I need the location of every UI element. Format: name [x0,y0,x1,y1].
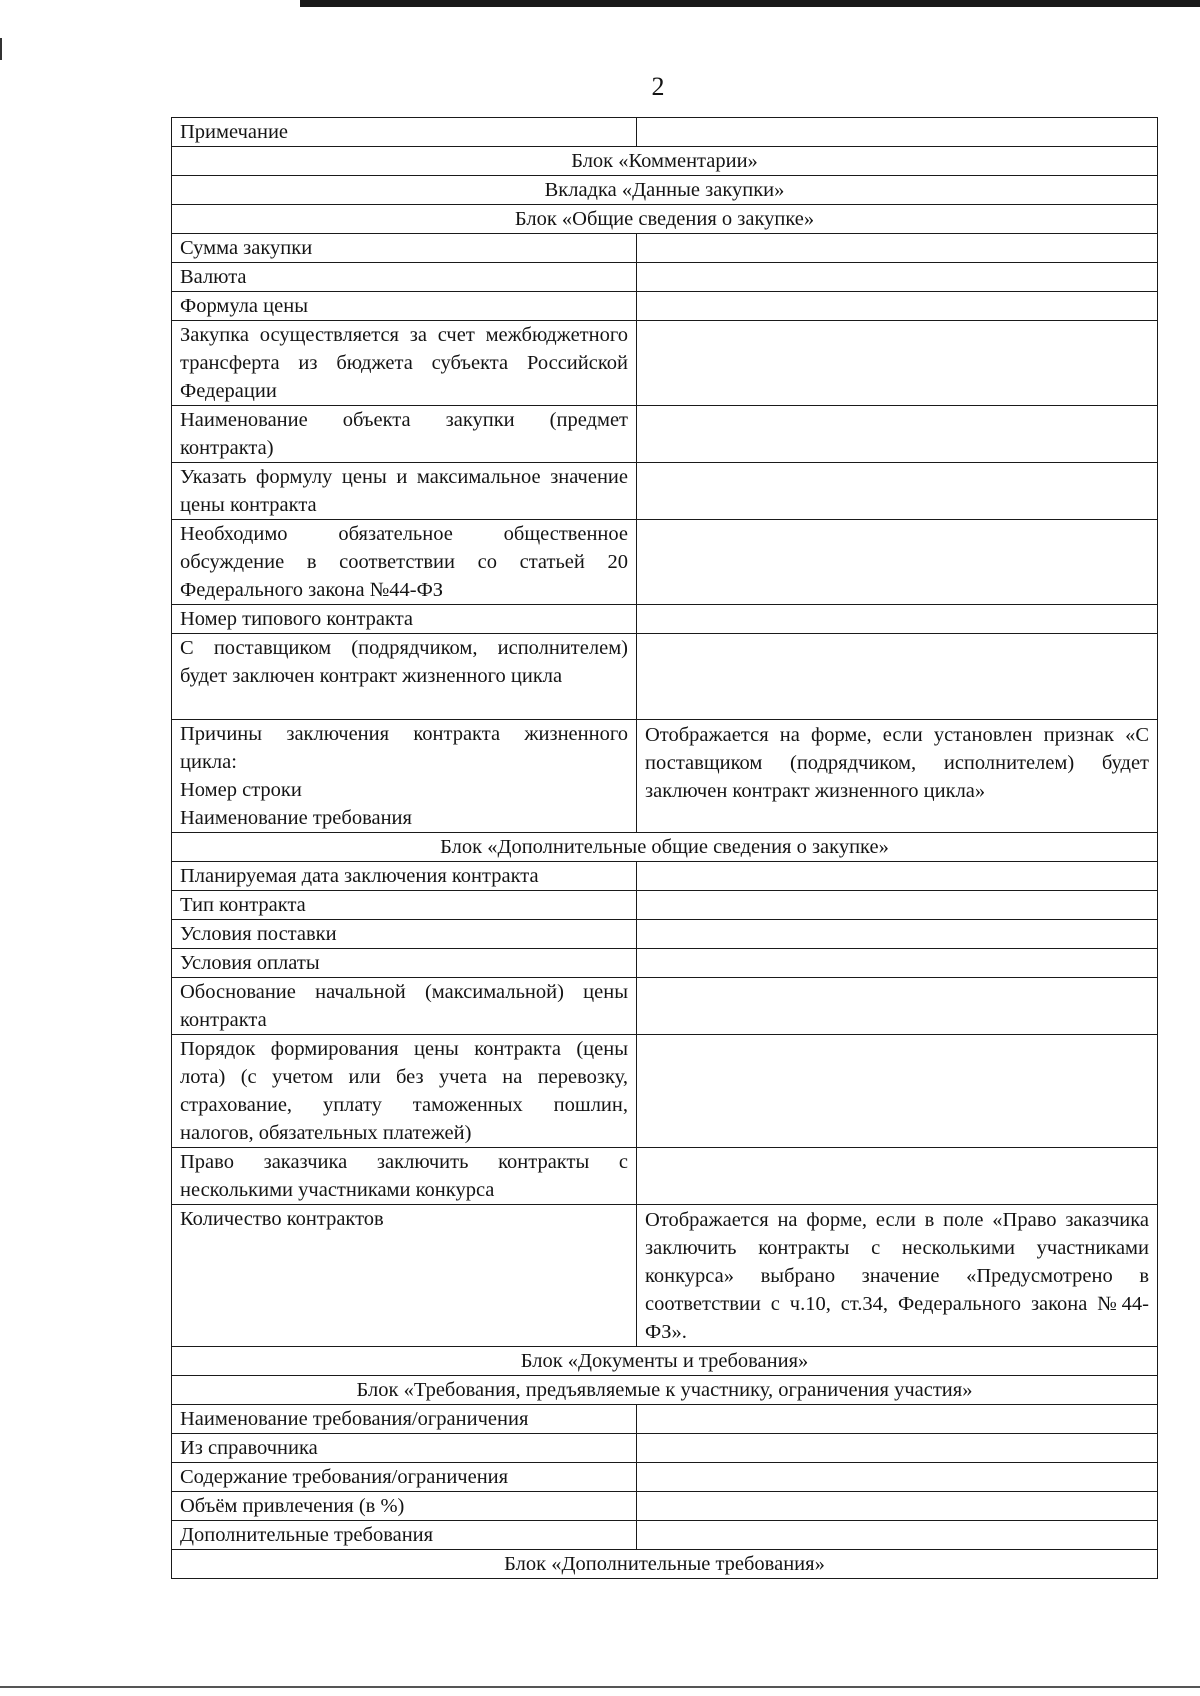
field-label: С поставщиком (подрядчиком, исполнителем) будет заключен контракт жизненного цикла [172,634,637,720]
table-row [172,406,1158,463]
field-value [637,263,1158,292]
field-label-line: Наименование требования [180,807,412,829]
scan-edge-bottom [0,1686,1200,1688]
field-value [637,605,1158,634]
field-label: Условия оплаты [172,949,637,978]
field-value [637,1035,1158,1148]
field-value [637,118,1158,147]
field-label: Обоснование начальной (максимальной) цены контракта [172,978,637,1035]
field-label: Содержание требования/ограничения [172,1463,637,1492]
block-title: Блок «Дополнительные общие сведения о закупке» [172,833,1158,862]
field-label: Тип контракта [172,891,637,920]
field-label: Примечание [172,118,637,147]
block-row [172,1347,1158,1376]
block-title: Блок «Документы и требования» [172,1347,1158,1376]
field-value [637,862,1158,891]
table-row [172,1521,1158,1550]
field-value [637,920,1158,949]
field-value [637,949,1158,978]
field-label: Наименование требования/ограничения [172,1405,637,1434]
field-note: Отображается на форме, если установлен признак «С поставщиком (подрядчиком, исполнителем) будет заключен контракт жизненного цикла» [637,720,1158,833]
field-label: Закупка осуществляется за счет межбюджетного трансферта из бюджета субъекта Российской Федерации [172,321,637,406]
table-row [172,978,1158,1035]
field-label: Порядок формирования цены контракта (цены лота) (с учетом или без учета на перевозку, страхование, уплату таможенных пошлин, налогов, обязательных платежей) [172,1035,637,1148]
field-label: Сумма закупки [172,234,637,263]
field-value [637,1521,1158,1550]
field-label: Валюта [172,263,637,292]
field-label-multiline [172,720,637,833]
field-value [637,520,1158,605]
field-value [637,634,1158,720]
field-label: Наименование объекта закупки (предмет контракта) [172,406,637,463]
field-value [637,1463,1158,1492]
block-row [172,1376,1158,1405]
table-row [172,1035,1158,1148]
requirements-table [171,117,1158,1579]
field-value [637,234,1158,263]
field-label: Объём привлечения (в %) [172,1492,637,1521]
table-row [172,1148,1158,1205]
table-row [172,292,1158,321]
field-value [637,1148,1158,1205]
field-label: Право заказчика заключить контракты с несколькими участниками конкурса [172,1148,637,1205]
field-value [637,463,1158,520]
scan-edge-top [300,0,1200,7]
table-row [172,862,1158,891]
field-label: Дополнительные требования [172,1521,637,1550]
field-label-line: Номер строки [180,779,302,801]
field-value [637,292,1158,321]
table-row [172,118,1158,147]
table-row [172,1492,1158,1521]
table-row [172,920,1158,949]
field-label: Количество контрактов [172,1205,637,1347]
table-row [172,463,1158,520]
field-label: Условия поставки [172,920,637,949]
block-row [172,147,1158,176]
table-row [172,720,1158,833]
field-label: Планируемая дата заключения контракта [172,862,637,891]
table-row [172,949,1158,978]
block-title: Блок «Общие сведения о закупке» [172,205,1158,234]
field-value [637,1434,1158,1463]
table-row [172,1434,1158,1463]
table-row [172,1205,1158,1347]
field-label: Номер типового контракта [172,605,637,634]
field-value [637,891,1158,920]
table-row [172,1463,1158,1492]
table-row [172,634,1158,720]
block-row [172,833,1158,862]
block-title: Блок «Требования, предъявляемые к участнику, ограничения участия» [172,1376,1158,1405]
block-title: Блок «Дополнительные требования» [172,1550,1158,1579]
field-value [637,1492,1158,1521]
field-label: Из справочника [172,1434,637,1463]
field-note: Отображается на форме, если в поле «Право заказчика заключить контракты с несколькими участниками конкурса» выбрано значение «Предусмотрено в соответствии с ч.10, ст.34, Федерального закона №44-ФЗ». [637,1205,1158,1347]
tab-title: Вкладка «Данные закупки» [172,176,1158,205]
field-value [637,1405,1158,1434]
field-label: Указать формулу цены и максимальное значение цены контракта [172,463,637,520]
block-row [172,1550,1158,1579]
field-value [637,406,1158,463]
table-row [172,605,1158,634]
field-label: Формула цены [172,292,637,321]
table-row [172,891,1158,920]
field-value [637,978,1158,1035]
table-row [172,520,1158,605]
table-row [172,263,1158,292]
field-label: Необходимо обязательное общественное обсуждение в соответствии со статьей 20 Федерального закона №44-ФЗ [172,520,637,605]
table-row [172,234,1158,263]
block-title: Блок «Комментарии» [172,147,1158,176]
table-row [172,321,1158,406]
block-row [172,205,1158,234]
scan-edge-left-mark [0,38,2,60]
field-label-line: Причины заключения контракта жизненного цикла: [180,723,628,773]
block-row [172,176,1158,205]
field-value [637,321,1158,406]
table-row [172,1405,1158,1434]
page-number: 2 [651,72,665,101]
